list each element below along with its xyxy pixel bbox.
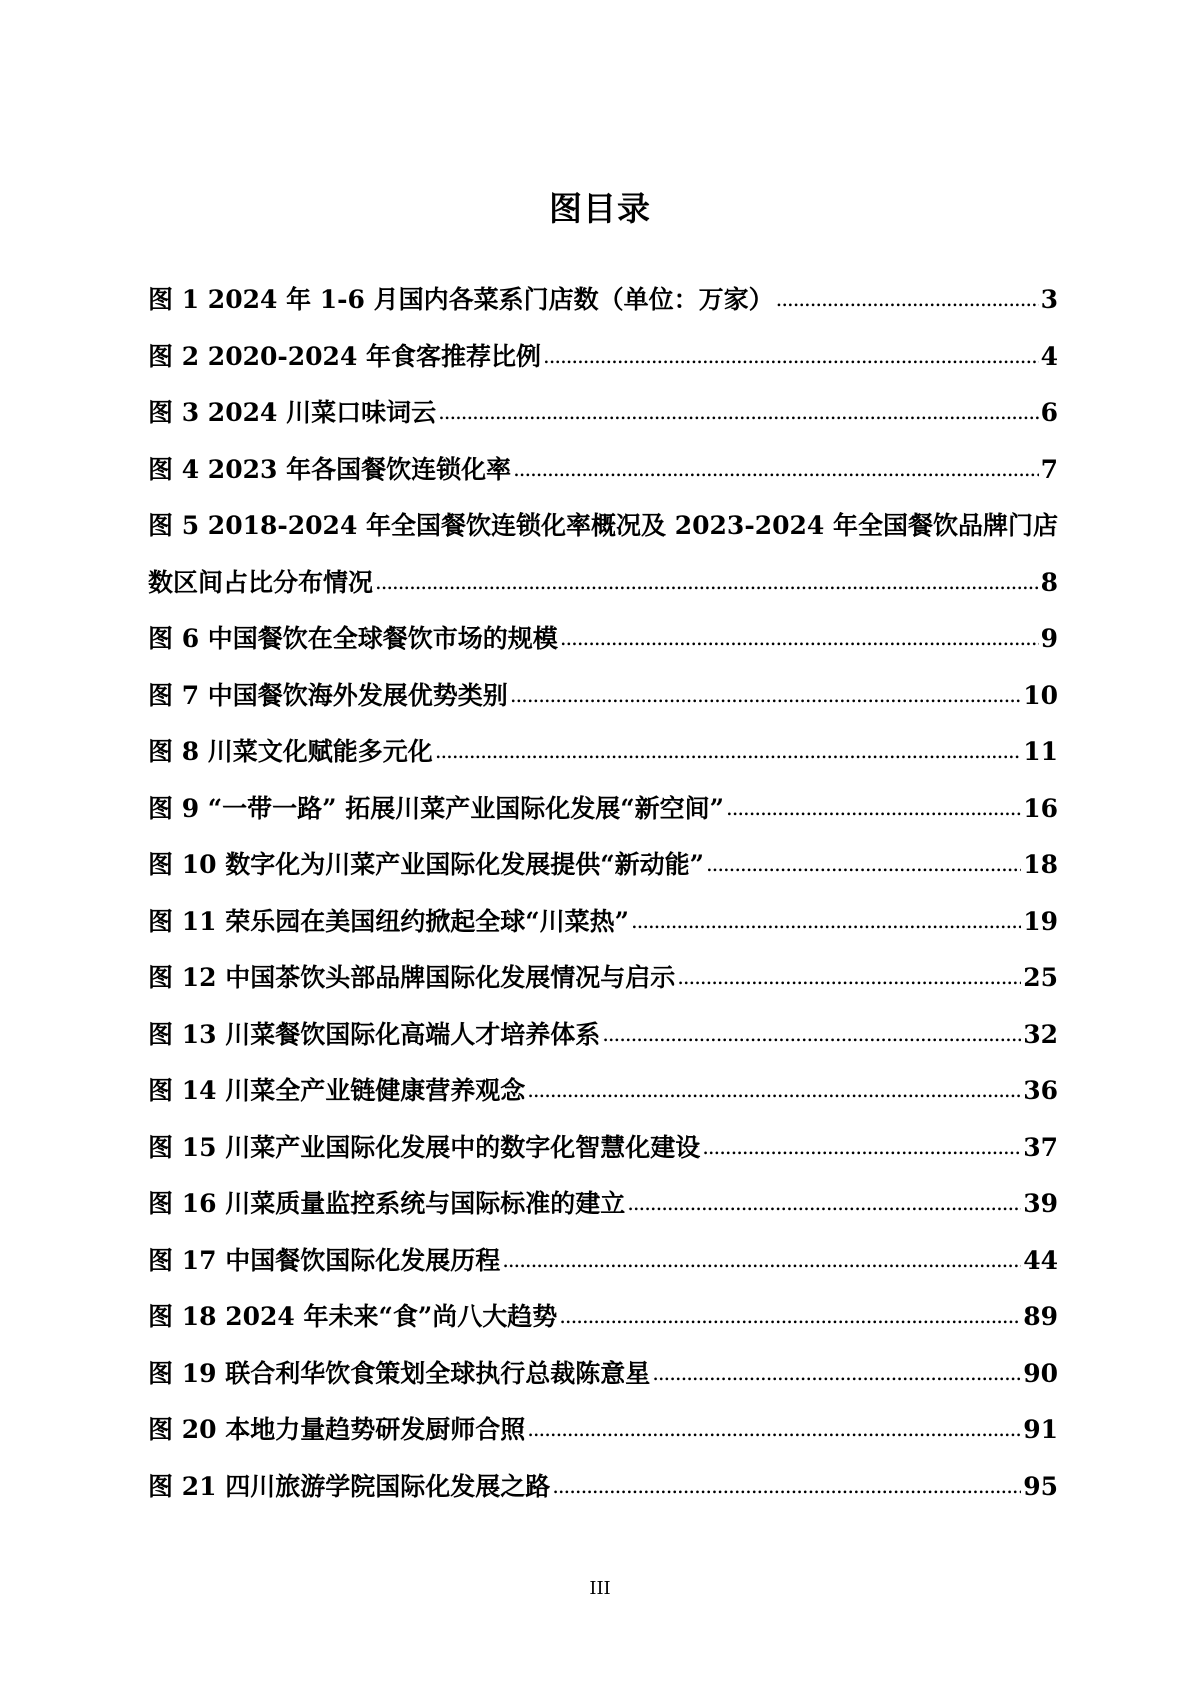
toc-entry-line (148, 611, 1058, 668)
toc-entry[interactable] (148, 1063, 1058, 1120)
toc-entry[interactable] (148, 894, 1058, 951)
toc-page-number: 16 (1023, 793, 1058, 823)
toc-entry-line (148, 1120, 1058, 1177)
dot-leader (702, 1119, 1021, 1176)
toc-page-number: 6 (1040, 398, 1058, 427)
dot-leader (559, 1288, 1021, 1345)
toc-entry-text: 图 21 四川旅游学院国际化发展之路 (148, 1471, 551, 1501)
toc-entry[interactable] (148, 1007, 1058, 1064)
toc-entry-line (148, 329, 1058, 386)
dot-leader (375, 554, 1039, 611)
toc-entry-line (148, 555, 1058, 612)
toc-entry-line (148, 668, 1058, 725)
toc-entry-text: 图 15 川菜产业国际化发展中的数字化智慧化建设 (148, 1132, 701, 1162)
toc-entry-line (148, 1233, 1058, 1290)
dot-leader (560, 610, 1039, 667)
toc-page-number: 44 (1023, 1245, 1058, 1275)
toc-entry[interactable] (148, 611, 1058, 668)
toc-entry-line (148, 1346, 1058, 1403)
toc-entry[interactable] (148, 329, 1058, 386)
toc-entry[interactable] (148, 498, 1058, 611)
dot-leader (552, 1458, 1021, 1515)
toc-entry-text: 图 12 中国茶饮头部品牌国际化发展情况与启示 (148, 963, 676, 992)
toc-page-number: 91 (1023, 1415, 1058, 1444)
toc-entry-line (148, 781, 1058, 838)
toc-entry-text: 图 13 川菜餐饮国际化高端人才培养体系 (148, 1019, 601, 1049)
toc-page-number: 39 (1023, 1189, 1058, 1218)
toc-entry[interactable] (148, 781, 1058, 838)
toc-entry-line (148, 837, 1058, 894)
dot-leader (677, 949, 1021, 1006)
toc-entry[interactable] (148, 668, 1058, 725)
toc-entry-line (148, 272, 1058, 329)
dot-leader (510, 667, 1021, 724)
toc-entry-text: 图 20 本地力量趋势研发厨师合照 (148, 1415, 526, 1444)
toc-entry[interactable] (148, 1402, 1058, 1459)
toc-entry-text: 图 17 中国餐饮国际化发展历程 (148, 1245, 501, 1275)
dot-leader (706, 836, 1021, 893)
toc-entry-text: 图 9 “一带一路” 拓展川菜产业国际化发展“新空间” (148, 793, 725, 823)
toc-page-number: 90 (1023, 1358, 1058, 1388)
toc-page-number: 4 (1040, 341, 1058, 371)
toc-page-number: 8 (1040, 567, 1058, 597)
dot-leader (527, 1062, 1021, 1119)
toc-page-number: 32 (1023, 1019, 1058, 1049)
toc-entry-text: 图 7 中国餐饮海外发展优势类别 (148, 680, 508, 710)
toc-entry-text: 图 11 荣乐园在美国纽约掀起全球“川菜热” (148, 906, 629, 936)
toc-page-number: 19 (1023, 906, 1058, 936)
toc-entry-line (148, 1007, 1058, 1064)
toc-entry-text: 图 2 2020-2024 年食客推荐比例 (148, 341, 542, 371)
toc-entry-line (148, 1176, 1058, 1233)
toc-page-number: 36 (1023, 1076, 1058, 1105)
toc-entry[interactable] (148, 1120, 1058, 1177)
dot-leader (627, 1175, 1021, 1232)
toc-entry-text: 图 6 中国餐饮在全球餐饮市场的规模 (148, 624, 558, 653)
toc-entry-text: 图 14 川菜全产业链健康营养观念 (148, 1076, 526, 1105)
toc-entry-text: 图 18 2024 年未来“食”尚八大趋势 (148, 1302, 558, 1331)
toc-entry[interactable] (148, 950, 1058, 1007)
toc-entry-line (148, 950, 1058, 1007)
toc-page-number: 37 (1023, 1132, 1058, 1162)
page-title: 图目录 (549, 189, 651, 228)
toc-entry-text: 图 1 2024 年 1-6 月国内各菜系门店数（单位：万家） (148, 285, 774, 314)
toc-entry-line (148, 442, 1058, 499)
toc-page-number: 11 (1023, 737, 1058, 766)
dot-leader (527, 1401, 1021, 1458)
toc-entry-text: 数区间占比分布情况 (148, 567, 374, 597)
dot-leader (502, 1232, 1021, 1289)
toc-page-number: 9 (1040, 624, 1058, 653)
toc-page-number: 18 (1023, 850, 1058, 879)
toc-entry-line (148, 894, 1058, 951)
toc-entry[interactable] (148, 272, 1058, 329)
dot-leader (435, 723, 1021, 780)
toc-entry[interactable] (148, 385, 1058, 442)
toc-entry-line (148, 498, 1058, 555)
toc-entry[interactable] (148, 1289, 1058, 1346)
dot-leader (602, 1006, 1021, 1063)
toc-entry-text: 图 8 川菜文化赋能多元化 (148, 737, 433, 766)
toc-page-number: 25 (1023, 963, 1058, 992)
toc-entry-line (148, 724, 1058, 781)
toc-entry[interactable] (148, 1459, 1058, 1516)
toc-page-number: 95 (1023, 1471, 1058, 1501)
toc-entry-text: 图 10 数字化为川菜产业国际化发展提供“新动能” (148, 850, 704, 879)
page-number-footer: III (589, 1578, 611, 1599)
dot-leader (631, 893, 1021, 950)
toc-entry-line (148, 1063, 1058, 1120)
toc-entry[interactable] (148, 724, 1058, 781)
toc-page-number: 3 (1040, 285, 1058, 314)
toc-entry-text: 图 5 2018-2024 年全国餐饮连锁化率概况及 2023-2024 年全国餐饮品牌门店 (148, 511, 1058, 540)
dot-leader (726, 780, 1021, 837)
toc-entry-text: 图 16 川菜质量监控系统与国际标准的建立 (148, 1189, 626, 1218)
figure-list (148, 272, 1058, 1515)
toc-entry-text: 图 4 2023 年各国餐饮连锁化率 (148, 454, 512, 484)
dot-leader (543, 328, 1039, 385)
dot-leader (652, 1345, 1021, 1402)
dot-leader (513, 441, 1039, 498)
toc-entry-line (148, 385, 1058, 442)
toc-entry-line (148, 1402, 1058, 1459)
toc-entry-line (148, 1459, 1058, 1516)
toc-entry[interactable] (148, 1233, 1058, 1290)
dot-leader (776, 271, 1039, 328)
toc-entry[interactable] (148, 1346, 1058, 1403)
toc-entry[interactable] (148, 442, 1058, 499)
dot-leader (438, 384, 1039, 441)
toc-entry-text: 图 19 联合利华饮食策划全球执行总裁陈意星 (148, 1358, 651, 1388)
toc-entry[interactable] (148, 837, 1058, 894)
toc-entry-line (148, 1289, 1058, 1346)
toc-entry-text: 图 3 2024 川菜口味词云 (148, 398, 437, 427)
toc-page-number: 10 (1023, 680, 1058, 710)
toc-entry[interactable] (148, 1176, 1058, 1233)
toc-page-number: 89 (1023, 1302, 1058, 1331)
toc-page-number: 7 (1040, 454, 1058, 484)
